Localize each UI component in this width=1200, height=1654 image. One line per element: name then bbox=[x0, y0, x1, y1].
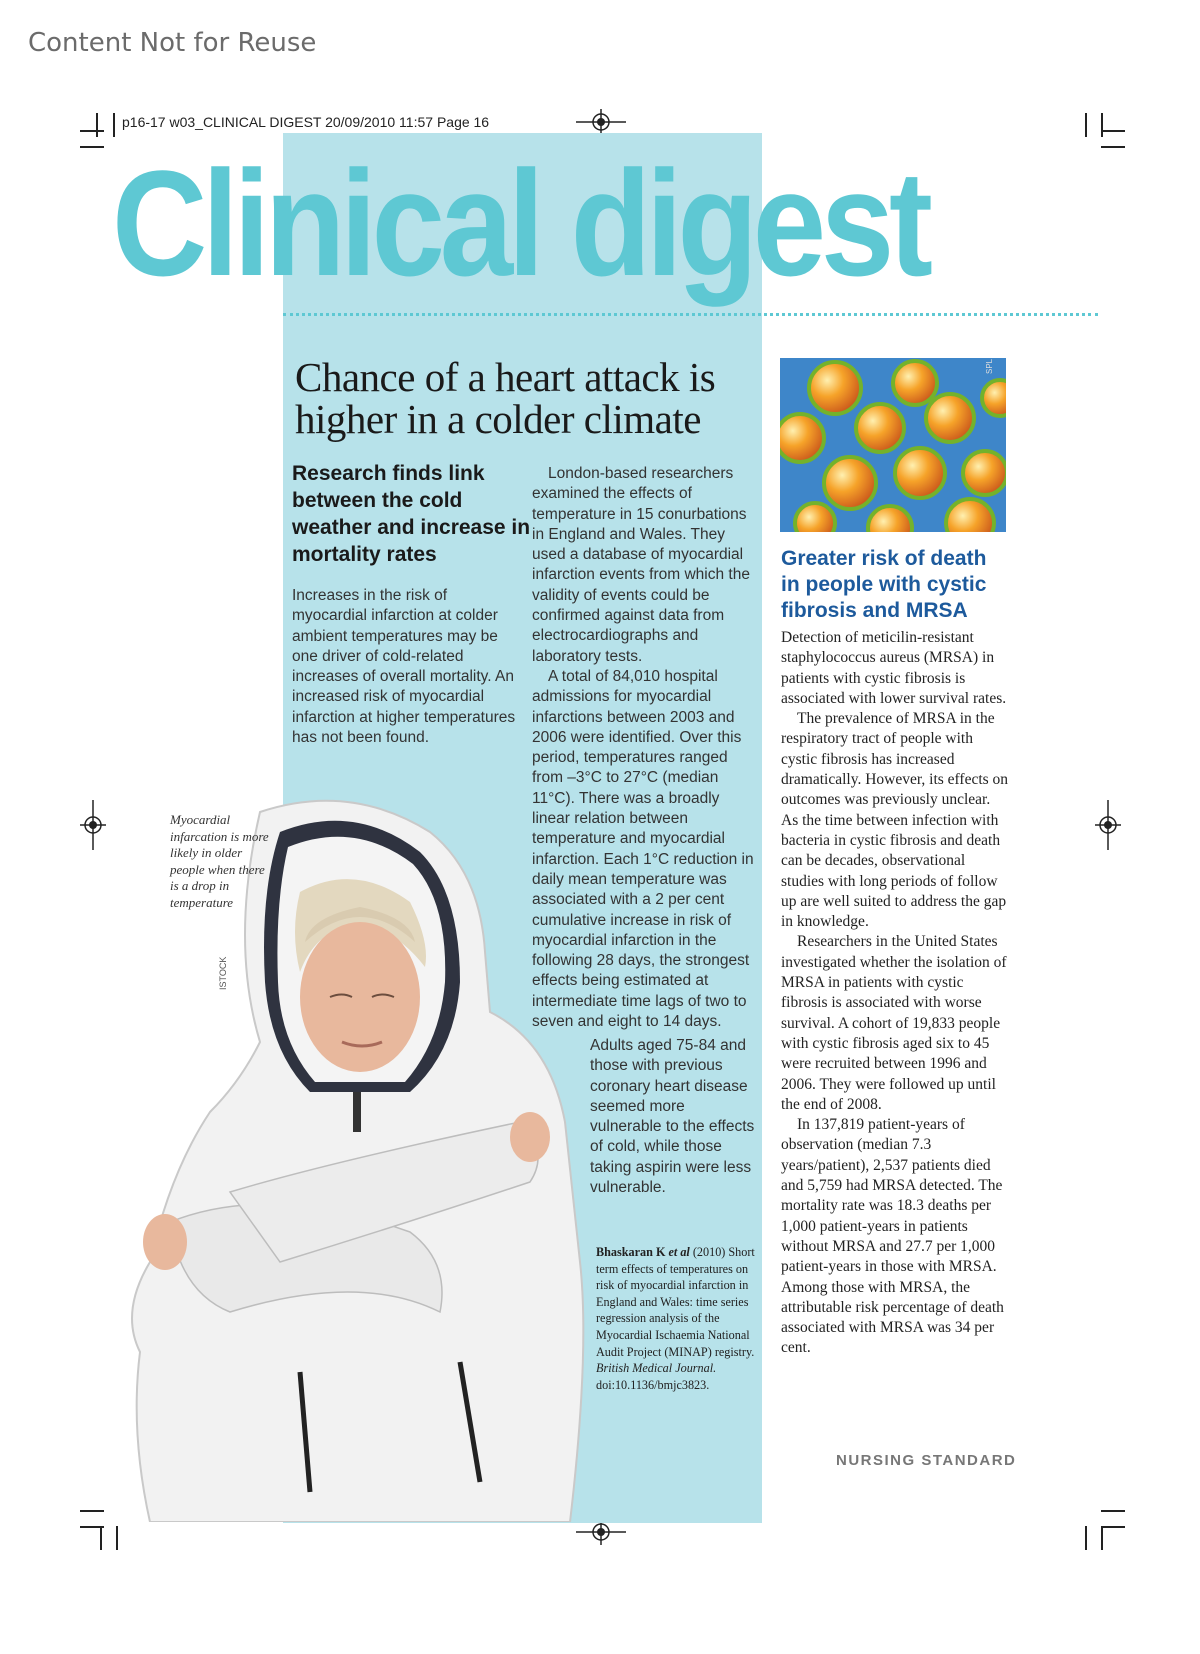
main-headline bbox=[295, 356, 765, 440]
reference-authors: Bhaskaran K bbox=[596, 1245, 666, 1259]
standfirst: Research finds link between the cold weather and increase in mortality rates bbox=[292, 462, 531, 566]
article-paragraph-2: A total of 84,010 hospital admissions for myocardial infarctions between 2003 and 2006 were identified. Over this period, temperatures ranged from –3°C to 27°C (median 11°C). There was a broadly linear relation between temperature and myocardial infarction. Each 1°C reduction in daily mean temperature was associated with a 2 per cent cumulative increase in risk of myocardial infarction in the following 28 days, the strongest effects being estimated at intermediate time lags of two to seven and eight to 14 days. bbox=[532, 667, 754, 1031]
article-paragraph-3-wrap bbox=[590, 1036, 760, 1198]
footer-brand: NURSING STANDARD bbox=[836, 1452, 1017, 1469]
registration-mark-left-icon bbox=[78, 800, 108, 850]
bacteria-photo-credit: SPL bbox=[985, 358, 994, 374]
mrsa-bacteria-photo bbox=[780, 358, 1006, 532]
side-paragraph-3: Researchers in the United States investigated whether the isolation of MRSA in patients with cystic fibrosis is associated with worse survival. A cohort of 19,833 people with cystic fibrosis aged six to 45 were recruited between 1996 and 2006. They were followed up until the end of 2008. bbox=[781, 933, 1007, 1113]
watermark-text: Content Not for Reuse bbox=[28, 28, 317, 58]
article-paragraph-3: Adults aged 75-84 and those with previous coronary heart disease seemed more vulnerable to the effects of cold, while those taking aspirin were less vulnerable. bbox=[590, 1037, 755, 1197]
registration-mark-right-icon bbox=[1093, 800, 1123, 850]
reference-title: Short term effects of temperatures on risk of myocardial infarction in England and Wales: time series regression analysis of the Myocardial Ischaemia National Audit Project (MINAP) registry. bbox=[596, 1245, 755, 1359]
article-paragraph-1: London-based researchers examined the effects of temperature in 15 conurbations in England and Wales. They used a database of myocardial infarction events from which the validity of events could be confirmed against data from electrocardiographs and laboratory tests. bbox=[532, 465, 750, 665]
intro-paragraph: Increases in the risk of myocardial infarction at colder ambient temperatures may be one driver of cold-related increases of overall mortality. An increased risk of myocardial infarction at higher temperatures has not been found. bbox=[292, 587, 516, 747]
reference-year: (2010) bbox=[692, 1245, 726, 1259]
main-headline-line2: higher in a colder climate bbox=[295, 396, 701, 442]
photo-caption: Myocardial infarcation is more likely in older people when there is a drop in temperature bbox=[170, 812, 269, 910]
side-article-body bbox=[781, 628, 1009, 1359]
side-paragraph-1: Detection of meticilin-resistant staphylococcus aureus (MRSA) in patients with cystic fibrosis is associated with lower survival rates. bbox=[781, 629, 1007, 707]
reference-doi: doi:10.1136/bmjc3823. bbox=[596, 1377, 710, 1392]
side-headline: Greater risk of death in people with cystic fibrosis and MRSA bbox=[781, 547, 987, 622]
print-slug: p16-17 w03_CLINICAL DIGEST 20/09/2010 11:57 Page 16 bbox=[122, 114, 490, 130]
photo-credit: ISTOCK bbox=[218, 956, 228, 990]
main-headline-line1: Chance of a heart attack is bbox=[295, 354, 716, 400]
side-paragraph-2: The prevalence of MRSA in the respiratory tract of people with cystic fibrosis has increased dramatically. However, its effects on outcomes was previously unclear. As the time between infection with bacteria in cystic fibrosis and death can be decades, observational studies with long periods of follow up are well suited to address the gap in knowledge. bbox=[781, 710, 1009, 931]
reference-journal: British Medical Journal. bbox=[596, 1361, 717, 1376]
side-paragraph-4: In 137,819 patient-years of observation (median 7.3 years/patient), 2,537 patients died and 5,759 had MRSA detected. The mortality rate was 18.3 deaths per 1,000 patient-years in patients without MRSA and 27.7 per 1,000 patient-years in those with MRSA. Among those with MRSA, the attributable risk percentage of death associated with MRSA was 34 per cent. bbox=[781, 1116, 1004, 1357]
reference bbox=[596, 1244, 756, 1393]
masthead-title: Clinical digest bbox=[112, 139, 928, 307]
dotted-rule bbox=[283, 313, 1098, 316]
reference-etal: et al bbox=[668, 1245, 690, 1259]
